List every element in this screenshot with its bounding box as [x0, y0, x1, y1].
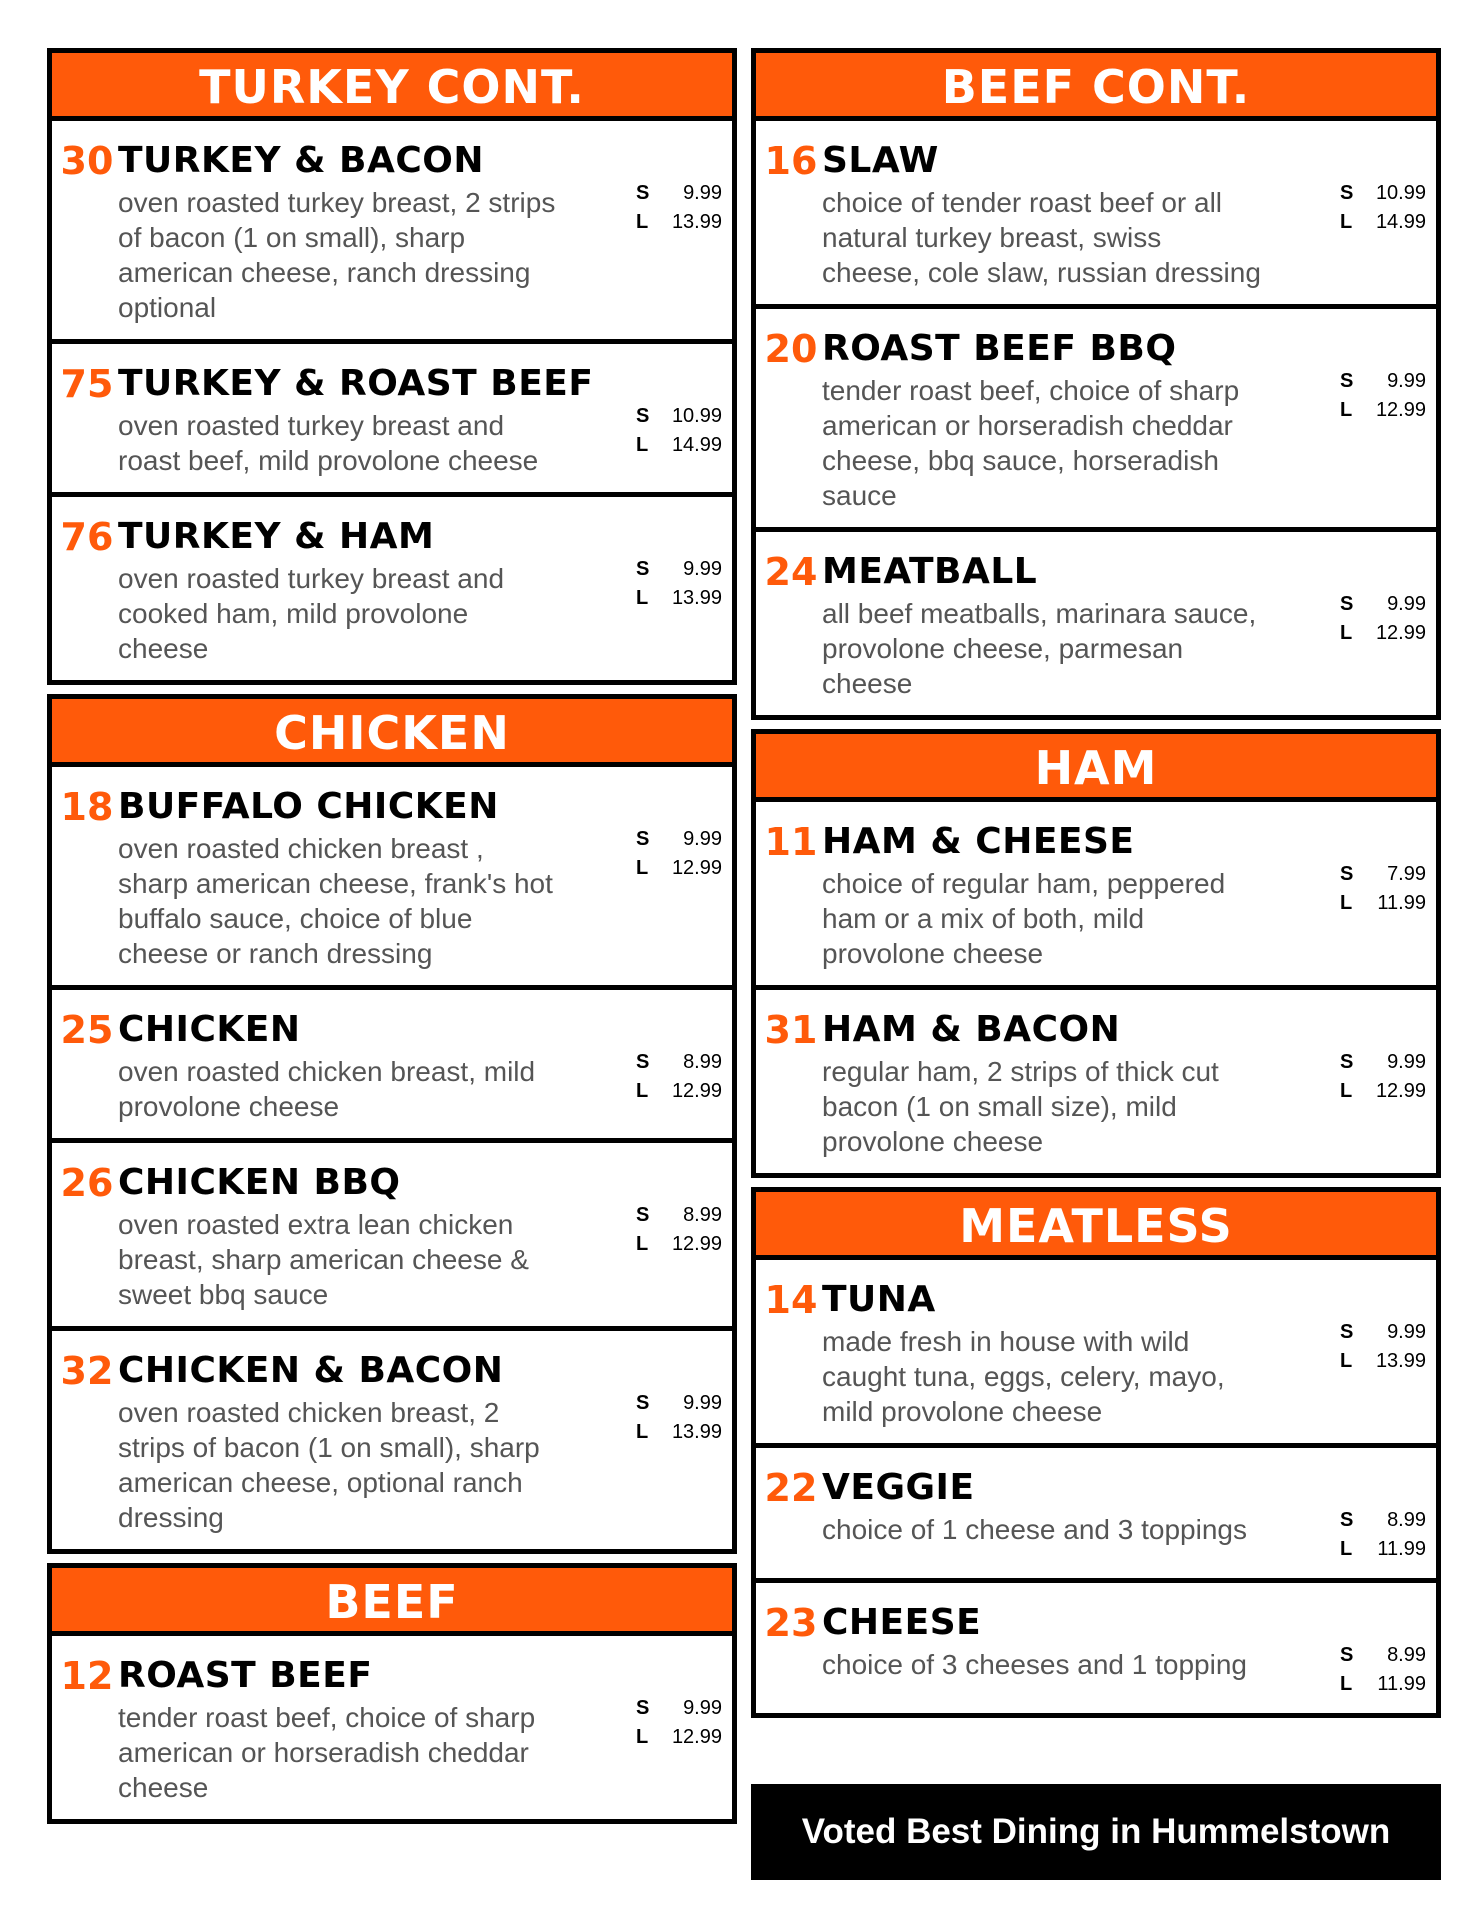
item-name: CHICKEN — [118, 1009, 301, 1050]
price-small-value: 9.99 — [683, 558, 722, 580]
item-number: 20 — [764, 327, 818, 371]
item-description: oven roasted turkey breast and cooked ham, mild provolone cheese — [118, 563, 505, 664]
price-large-value: 12.99 — [1375, 399, 1426, 421]
item-description: regular ham, 2 strips of thick cut bacon (1 on small size), mild provolone cheese — [822, 1056, 1219, 1157]
item-prices — [636, 1201, 722, 1259]
section-turkey-cont — [47, 48, 737, 685]
price-large — [636, 431, 722, 460]
size-large-label: L — [636, 1233, 649, 1255]
menu-item — [52, 1331, 732, 1549]
item-prices — [1340, 367, 1426, 425]
item-number: 31 — [764, 1008, 818, 1052]
item-prices — [1340, 1318, 1426, 1376]
item-description: choice of 1 cheese and 3 toppings — [822, 1514, 1247, 1545]
size-large-label: L — [636, 434, 649, 456]
size-small-label: S — [636, 1204, 650, 1226]
price-large-value: 13.99 — [671, 1421, 722, 1443]
item-name: SLAW — [822, 140, 939, 181]
section-beef — [47, 1563, 737, 1824]
menu-item — [756, 990, 1436, 1173]
price-small — [636, 1048, 722, 1077]
item-body — [822, 1278, 1340, 1429]
section-title: BEEF CONT. — [756, 53, 1436, 121]
item-description: oven roasted turkey breast, 2 strips of bacon (1 on small), sharp american cheese, ranch dressing optional — [118, 187, 556, 323]
item-name: TURKEY & HAM — [118, 516, 435, 557]
item-description: oven roasted chicken breast, 2 strips of bacon (1 on small), sharp american cheese, optional ranch dressing — [118, 1397, 540, 1533]
item-body — [822, 550, 1340, 701]
size-large-label: L — [1340, 1350, 1353, 1372]
item-description: made fresh in house with wild caught tuna, eggs, celery, mayo, mild provolone cheese — [822, 1326, 1225, 1427]
item-body — [822, 1008, 1340, 1159]
price-small — [636, 179, 722, 208]
size-small-label: S — [1340, 1509, 1354, 1531]
price-small — [636, 1694, 722, 1723]
item-number: 24 — [764, 550, 818, 594]
item-body — [118, 515, 636, 666]
item-prices — [1340, 1506, 1426, 1564]
price-large — [636, 854, 722, 883]
size-large-label: L — [1340, 399, 1353, 421]
price-small-value: 9.99 — [683, 182, 722, 204]
price-large-value: 13.99 — [671, 587, 722, 609]
price-small — [1340, 367, 1426, 396]
price-small — [1340, 1318, 1426, 1347]
price-small-value: 7.99 — [1387, 863, 1426, 885]
price-large-value: 11.99 — [1377, 892, 1426, 914]
item-body — [822, 1601, 1340, 1682]
price-small — [1340, 860, 1426, 889]
price-small-value: 9.99 — [683, 1392, 722, 1414]
item-name: ROAST BEEF BBQ — [822, 328, 1177, 369]
item-name: ROAST BEEF — [118, 1655, 373, 1696]
price-small-value: 10.99 — [1375, 182, 1426, 204]
item-prices — [636, 1048, 722, 1106]
menu-item — [756, 532, 1436, 715]
size-small-label: S — [636, 558, 650, 580]
price-large-value: 11.99 — [1377, 1673, 1426, 1695]
menu-item — [756, 1260, 1436, 1448]
item-description: tender roast beef, choice of sharp american or horseradish cheddar cheese, bbq sauce, horseradish sauce — [822, 375, 1240, 511]
size-small-label: S — [1340, 1321, 1354, 1343]
item-prices — [1340, 590, 1426, 648]
size-small-label: S — [1340, 1644, 1354, 1666]
size-large-label: L — [636, 1421, 649, 1443]
item-body — [118, 1349, 636, 1535]
price-small-value: 9.99 — [683, 1697, 722, 1719]
item-number: 26 — [60, 1161, 114, 1205]
item-number: 22 — [764, 1466, 818, 1510]
price-small — [1340, 1048, 1426, 1077]
price-small-value: 10.99 — [671, 405, 722, 427]
item-name: CHICKEN BBQ — [118, 1162, 401, 1203]
item-body — [822, 820, 1340, 971]
price-large-value: 13.99 — [671, 211, 722, 233]
price-large — [636, 1418, 722, 1447]
item-number: 12 — [60, 1654, 114, 1698]
section-chicken — [47, 694, 737, 1554]
price-small-value: 8.99 — [683, 1051, 722, 1073]
item-name: TUNA — [822, 1279, 936, 1320]
price-small-value: 9.99 — [1387, 1051, 1426, 1073]
price-small-value: 9.99 — [1387, 1321, 1426, 1343]
menu-item — [52, 1143, 732, 1331]
item-prices — [1340, 860, 1426, 918]
size-small-label: S — [636, 1392, 650, 1414]
price-small — [1340, 179, 1426, 208]
price-small — [636, 402, 722, 431]
item-body — [118, 1161, 636, 1312]
size-large-label: L — [636, 1726, 649, 1748]
price-large — [1340, 1077, 1426, 1106]
size-large-label: L — [1340, 211, 1353, 233]
item-description: tender roast beef, choice of sharp american or horseradish cheddar cheese — [118, 1702, 536, 1803]
section-title: HAM — [756, 734, 1436, 802]
price-large — [636, 584, 722, 613]
item-name: BUFFALO CHICKEN — [118, 786, 499, 827]
item-body — [118, 785, 636, 971]
section-ham — [751, 729, 1441, 1178]
price-large — [1340, 1535, 1426, 1564]
item-number: 76 — [60, 515, 114, 559]
size-small-label: S — [1340, 1051, 1354, 1073]
item-name: HAM & BACON — [822, 1009, 1121, 1050]
section-meatless — [751, 1187, 1441, 1718]
item-description: all beef meatballs, marinara sauce, provolone cheese, parmesan cheese — [822, 598, 1257, 699]
price-small — [1340, 1506, 1426, 1535]
menu-item — [756, 802, 1436, 990]
item-prices — [636, 1694, 722, 1752]
size-small-label: S — [636, 182, 650, 204]
menu-item — [756, 309, 1436, 532]
item-name: CHEESE — [822, 1602, 982, 1643]
item-number: 11 — [764, 820, 818, 864]
right-column — [751, 48, 1441, 1727]
size-large-label: L — [636, 211, 649, 233]
item-description: oven roasted turkey breast and roast beef, mild provolone cheese — [118, 410, 539, 476]
item-prices — [1340, 1641, 1426, 1699]
size-small-label: S — [636, 1051, 650, 1073]
size-small-label: S — [1340, 593, 1354, 615]
item-description: oven roasted chicken breast, mild provolone cheese — [118, 1056, 536, 1122]
price-small-value: 8.99 — [1387, 1509, 1426, 1531]
item-number: 30 — [60, 139, 114, 183]
menu-item — [52, 497, 732, 680]
item-description: oven roasted chicken breast , sharp american cheese, frank's hot buffalo sauce, choice of blue cheese or ranch dressing — [118, 833, 553, 969]
item-description: choice of 3 cheeses and 1 topping — [822, 1649, 1247, 1680]
price-small — [636, 1389, 722, 1418]
price-large — [636, 208, 722, 237]
item-number: 18 — [60, 785, 114, 829]
item-prices — [636, 179, 722, 237]
section-title: CHICKEN — [52, 699, 732, 767]
price-large — [1340, 1347, 1426, 1376]
size-large-label: L — [1340, 622, 1353, 644]
price-large-value: 14.99 — [671, 434, 722, 456]
size-large-label: L — [636, 1080, 649, 1102]
item-prices — [636, 825, 722, 883]
item-prices — [636, 1389, 722, 1447]
price-small — [1340, 1641, 1426, 1670]
item-number: 16 — [764, 139, 818, 183]
price-small-value: 9.99 — [1387, 593, 1426, 615]
menu-item — [52, 990, 732, 1143]
item-prices — [1340, 179, 1426, 237]
item-number: 23 — [764, 1601, 818, 1645]
item-body — [822, 139, 1340, 290]
item-body — [822, 1466, 1340, 1547]
price-large-value: 13.99 — [1375, 1350, 1426, 1372]
price-small-value: 9.99 — [1387, 370, 1426, 392]
price-large — [1340, 396, 1426, 425]
menu-item — [52, 121, 732, 344]
size-small-label: S — [636, 1697, 650, 1719]
price-small — [636, 1201, 722, 1230]
price-large — [1340, 1670, 1426, 1699]
item-name: CHICKEN & BACON — [118, 1350, 504, 1391]
size-small-label: S — [636, 828, 650, 850]
item-number: 75 — [60, 362, 114, 406]
voted-best-banner: Voted Best Dining in Hummelstown — [751, 1784, 1441, 1880]
item-description: oven roasted extra lean chicken breast, sharp american cheese & sweet bbq sauce — [118, 1209, 529, 1310]
price-large — [1340, 889, 1426, 918]
price-small — [636, 555, 722, 584]
section-title: MEATLESS — [756, 1192, 1436, 1260]
menu-item — [756, 1583, 1436, 1713]
price-large-value: 12.99 — [671, 1726, 722, 1748]
item-number: 25 — [60, 1008, 114, 1052]
item-prices — [636, 555, 722, 613]
price-large-value: 12.99 — [1375, 1080, 1426, 1102]
item-name: TURKEY & BACON — [118, 140, 484, 181]
size-small-label: S — [1340, 370, 1354, 392]
item-name: VEGGIE — [822, 1467, 975, 1508]
size-large-label: L — [1340, 1080, 1353, 1102]
item-name: TURKEY & ROAST BEEF — [118, 363, 594, 404]
price-large-value: 12.99 — [671, 1080, 722, 1102]
size-large-label: L — [1340, 1673, 1353, 1695]
size-large-label: L — [1340, 1538, 1353, 1560]
price-small-value: 8.99 — [1387, 1644, 1426, 1666]
section-title: BEEF — [52, 1568, 732, 1636]
price-large — [636, 1077, 722, 1106]
section-title: TURKEY CONT. — [52, 53, 732, 121]
item-number: 14 — [764, 1278, 818, 1322]
price-large-value: 12.99 — [1375, 622, 1426, 644]
price-small — [1340, 590, 1426, 619]
item-name: HAM & CHEESE — [822, 821, 1135, 862]
price-large-value: 14.99 — [1375, 211, 1426, 233]
size-small-label: S — [1340, 863, 1354, 885]
price-large-value: 12.99 — [671, 1233, 722, 1255]
price-small — [636, 825, 722, 854]
item-prices — [1340, 1048, 1426, 1106]
item-body — [118, 1654, 636, 1805]
menu-item — [52, 344, 732, 497]
left-column — [47, 48, 737, 1833]
menu-item — [52, 767, 732, 990]
menu-item — [52, 1636, 732, 1819]
price-large-value: 12.99 — [671, 857, 722, 879]
price-large — [636, 1723, 722, 1752]
price-large — [1340, 619, 1426, 648]
price-large — [636, 1230, 722, 1259]
item-name: MEATBALL — [822, 551, 1038, 592]
item-description: choice of regular ham, peppered ham or a mix of both, mild provolone cheese — [822, 868, 1226, 969]
size-small-label: S — [636, 405, 650, 427]
item-body — [118, 139, 636, 325]
menu-item — [756, 1448, 1436, 1583]
item-number: 32 — [60, 1349, 114, 1393]
item-description: choice of tender roast beef or all natural turkey breast, swiss cheese, cole slaw, russian dressing — [822, 187, 1261, 288]
size-large-label: L — [636, 587, 649, 609]
menu-item — [756, 121, 1436, 309]
item-prices — [636, 402, 722, 460]
item-body — [118, 362, 636, 478]
item-body — [118, 1008, 636, 1124]
price-small-value: 9.99 — [683, 828, 722, 850]
size-large-label: L — [636, 857, 649, 879]
item-body — [822, 327, 1340, 513]
section-beef-cont — [751, 48, 1441, 720]
size-large-label: L — [1340, 892, 1353, 914]
price-small-value: 8.99 — [683, 1204, 722, 1226]
price-large — [1340, 208, 1426, 237]
size-small-label: S — [1340, 182, 1354, 204]
price-large-value: 11.99 — [1377, 1538, 1426, 1560]
